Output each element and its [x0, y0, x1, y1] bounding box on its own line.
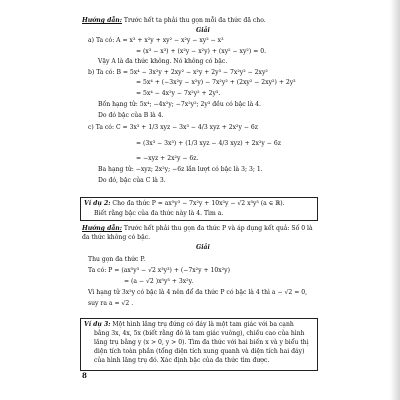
example-3-line: diện tích toàn phần (tổng diện tích xung quanh và diện tích hai đáy) [94, 348, 305, 355]
solution-line: a) Ta có: A = x³ + x²y + xy² − x²y − xy² − x³ [88, 37, 224, 44]
solution-line: = (a − √2 )x⁵y³ + 3x²y. [124, 278, 194, 285]
solution-line: = 5x⁴ + (−3x²y − x²y) − 7x²y² + (2xy² − 2xy²) + 2y³ [136, 79, 296, 86]
solution-line: Do đó bậc của B là 4. [98, 112, 164, 119]
guide-heading: Hướng dẫn: Trước hết ta phải thu gọn mỗi đa thức đã cho. [82, 17, 266, 24]
solution-line: b) Ta có: B = 5x⁴ − 3x²y + 2xy² − x²y + 2y³ − 7x²y² − 2xy² [88, 69, 268, 76]
solution-line: Bốn hạng tử: 5x⁴; −4x²y; −7x²y²; 2y³ đều có bậc là 4. [98, 101, 261, 108]
page-number: 8 [82, 371, 87, 380]
example-2-line: Biết rằng bậc của đa thức này là 4. Tìm a. [94, 210, 224, 217]
guide-heading-cont: đa thức không có bậc. [82, 234, 151, 241]
solution-title: Giải [196, 27, 210, 34]
solution-line: Ba hạng tử: −xyz; 2x²y; −6z lần lượt có bậc là 3; 3; 1. [98, 166, 263, 173]
solution-line: Vì hạng tử 3x²y có bậc là 4 nên để đa thức P có bậc là 4 thì a − √2 = 0, [88, 289, 308, 296]
solution-line: Thu gọn đa thức P. [88, 256, 146, 263]
example-3-line: bằng 3x, 4x, 5x (biết rằng đó là tam giác vuông), chiều cao của hình [94, 330, 305, 337]
solution-line: = −xyz + 2x²y − 6z. [136, 155, 199, 162]
solution-line: suy ra a = √2 . [88, 300, 134, 307]
solution-title: Giải [196, 244, 210, 251]
example-3-line: lăng trụ bằng y (x > 0, y > 0). Tìm đa thức với hai biến x và y biểu thị [94, 339, 309, 346]
solution-line: = 5x⁴ − 4x²y − 7x²y² + 2y³. [136, 90, 221, 97]
example-3-line: của hình lăng trụ đó. Xác định bậc của đa thức tìm được. [94, 357, 270, 364]
solution-line: Vậy A là đa thức không. Nó không có bậc. [98, 58, 228, 65]
solution-line: = (x³ − x³) + (x²y − x²y) + (xy² − xy²) = 0. [136, 48, 267, 55]
solution-line: c) Ta có: C = 3x³ + 1/3 xyz − 3x³ − 4/3 xyz + 2x²y − 6z [88, 124, 258, 131]
example-3-line: Ví dụ 3: Một hình lăng trụ đứng có đáy là một tam giác với ba cạnh [84, 321, 294, 328]
example-2-line: Ví dụ 2: Cho đa thức P = ax⁵y³ − 7x²y + 10x³y − √2 x³y³ (a ∈ ℝ). [84, 200, 285, 207]
solution-line: Do đó, bậc của C là 3. [98, 177, 166, 184]
solution-line: Ta có: P = (ax⁵y³ − √2 x³y³) + (−7x²y + 10x²y) [88, 267, 231, 274]
guide-heading: Hướng dẫn: Trước hết phải thu gọn đa thức P và áp dụng kết quả: Số 0 là [82, 225, 313, 232]
page-edge-shadow [390, 0, 400, 400]
solution-line: = (3x³ − 3x³) + (1/3 xyz − 4/3 xyz) + 2x²y − 6z [136, 140, 281, 147]
